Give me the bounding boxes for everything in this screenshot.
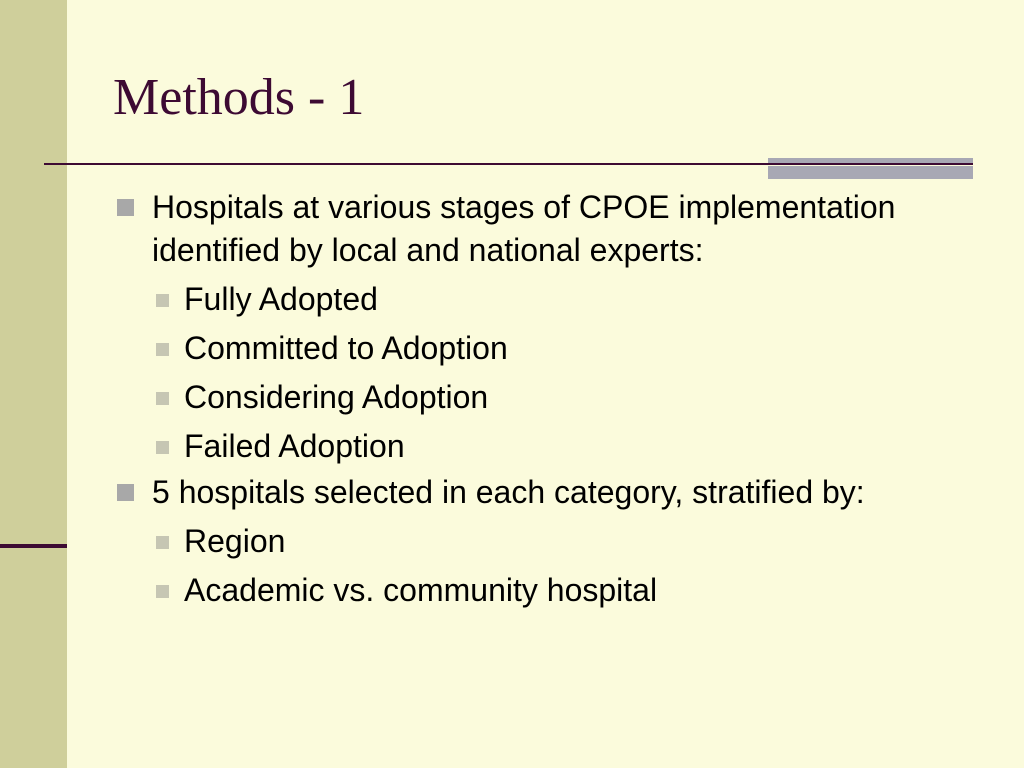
title-divider bbox=[44, 163, 973, 165]
square-bullet-icon bbox=[156, 294, 169, 307]
left-decorative-band bbox=[0, 0, 67, 768]
sub-bullet-item bbox=[152, 569, 993, 612]
square-bullet-icon bbox=[117, 199, 134, 216]
sub-bullet-item bbox=[152, 520, 993, 563]
left-accent-line bbox=[0, 544, 67, 548]
sub-bullet-list bbox=[152, 278, 993, 468]
sub-bullet-item bbox=[152, 376, 993, 419]
bullet-item bbox=[113, 471, 993, 612]
square-bullet-icon bbox=[117, 484, 134, 501]
title-divider-accent-top bbox=[768, 158, 973, 163]
bullet-text: Hospitals at various stages of CPOE implementation identified by local and national experts: bbox=[152, 189, 896, 268]
sub-bullet-item bbox=[152, 278, 993, 321]
square-bullet-icon bbox=[156, 392, 169, 405]
square-bullet-icon bbox=[156, 585, 169, 598]
square-bullet-icon bbox=[156, 441, 169, 454]
bullet-item bbox=[113, 186, 993, 468]
sub-bullet-text: Academic vs. community hospital bbox=[184, 572, 658, 608]
square-bullet-icon bbox=[156, 343, 169, 356]
sub-bullet-text: Considering Adoption bbox=[184, 379, 489, 415]
square-bullet-icon bbox=[156, 536, 169, 549]
sub-bullet-item bbox=[152, 327, 993, 370]
bullet-text: 5 hospitals selected in each category, stratified by: bbox=[152, 474, 865, 510]
sub-bullet-item bbox=[152, 425, 993, 468]
bullet-list bbox=[113, 186, 993, 612]
slide-title: Methods - 1 bbox=[113, 69, 365, 126]
slide-body bbox=[113, 186, 993, 615]
sub-bullet-text: Fully Adopted bbox=[184, 281, 378, 317]
sub-bullet-list bbox=[152, 520, 993, 612]
sub-bullet-text: Committed to Adoption bbox=[184, 330, 508, 366]
title-divider-accent-bottom bbox=[768, 166, 973, 179]
sub-bullet-text: Region bbox=[184, 523, 286, 559]
sub-bullet-text: Failed Adoption bbox=[184, 428, 405, 464]
